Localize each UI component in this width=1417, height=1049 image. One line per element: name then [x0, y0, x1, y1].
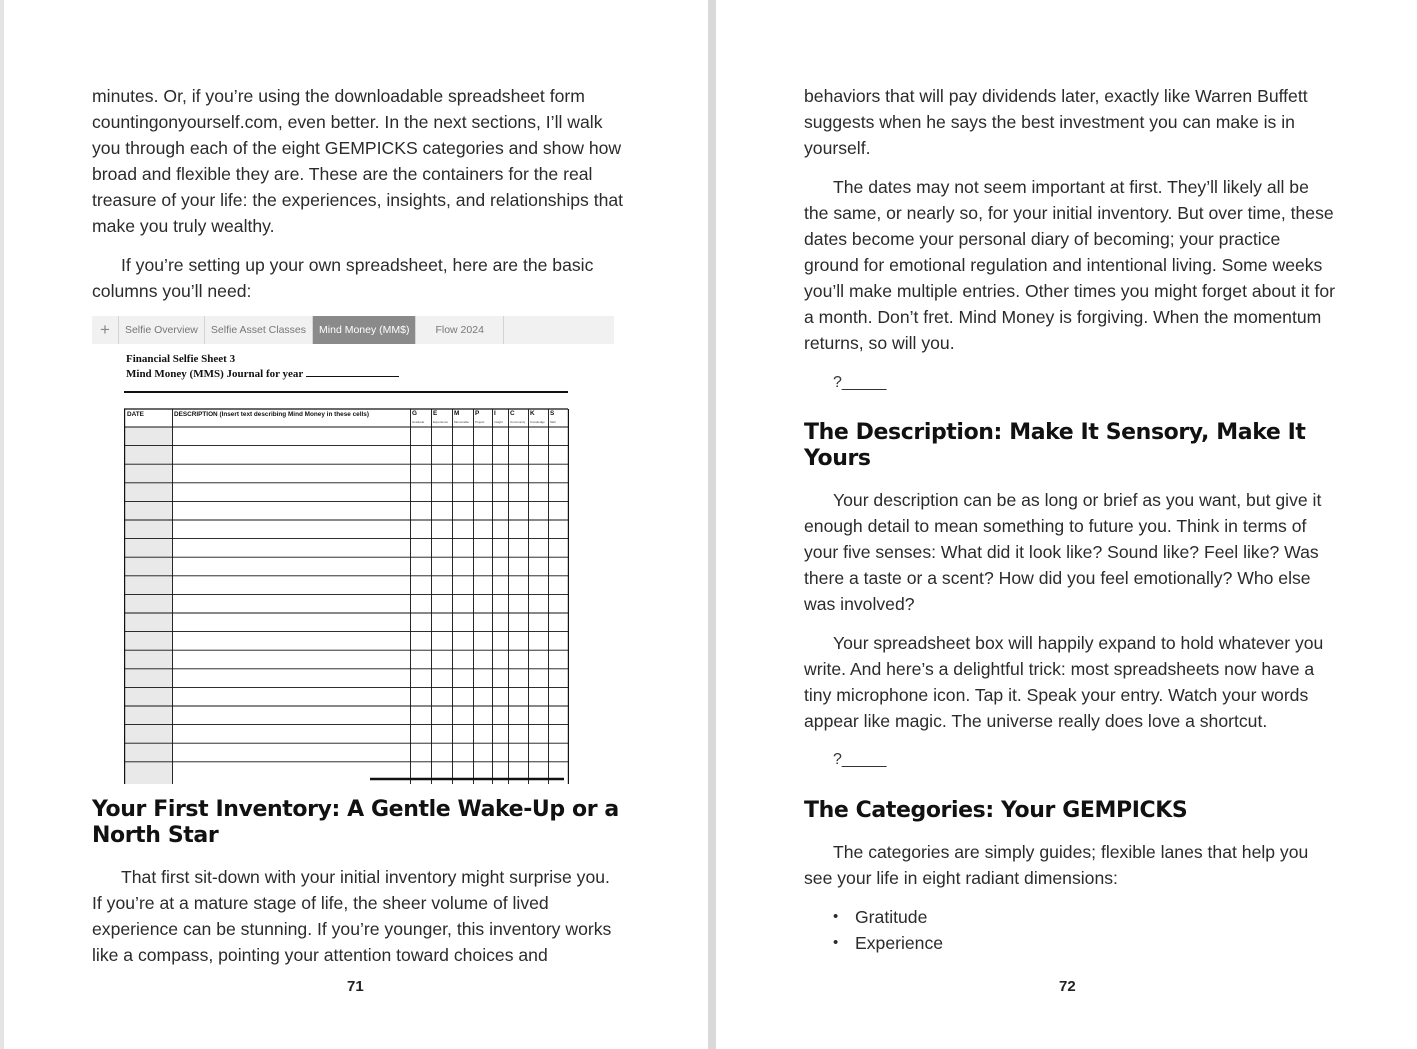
- right-page: [716, 0, 1417, 1049]
- grid-lines: [124, 408, 569, 784]
- date-column-header: DATE: [127, 411, 144, 418]
- sheet-title: Financial Selfie Sheet 3: [126, 353, 236, 365]
- category-caption: Gratitude: [412, 420, 425, 424]
- category-letter: P: [475, 410, 480, 417]
- sheet-subtitle: [126, 368, 399, 380]
- tab-selfie-overview[interactable]: Selfie Overview: [119, 316, 205, 344]
- tab-mind-money[interactable]: Mind Money (MM$): [313, 316, 416, 344]
- tab-flow-2024[interactable]: Flow 2024: [416, 316, 503, 344]
- category-caption: Skill: [550, 420, 556, 424]
- page-number: 72: [1059, 978, 1076, 995]
- category-letter: M: [454, 410, 460, 417]
- left-page: [0, 0, 708, 1049]
- category-letter: E: [433, 410, 438, 417]
- left-paragraph-1: minutes. Or, if you’re using the downloadable spreadsheet form countingonyourself.com, even better. In the next sections, I’ll walk you through each of the eight GEMPICKS categories and show how broad and flexible they are. These are the containers for the real treasure of your life: the experiences, insights, and relationships that make you truly wealthy.: [92, 86, 624, 236]
- category-caption: Project: [475, 420, 485, 424]
- left-paragraph-2: If you’re setting up your own spreadsheet, here are the basic columns you’ll need:: [92, 255, 594, 301]
- left-paragraph-3: That first sit-down with your initial inventory might surprise you. If you’re at a mature stage of life, the sheer volume of lived experience can be stunning. If you’re younger, this inventory works like a compass, pointing your attention toward choices and: [92, 867, 612, 965]
- category-caption: Knowledge: [530, 420, 545, 424]
- left-heading: Your First Inventory: A Gentle Wake-Up or a North Star: [92, 797, 619, 848]
- list-item: • Experience: [833, 930, 943, 956]
- right-paragraph-1: behaviors that will pay dividends later, exactly like Warren Buffett suggests when he says the best investment you can make is in yourself.: [804, 86, 1308, 158]
- category-letter: I: [494, 410, 496, 417]
- date-column-shading: [125, 427, 172, 784]
- year-blank: [306, 376, 399, 377]
- description-column-header: DESCRIPTION (Insert text describing Mind Money in these cells): [174, 411, 369, 418]
- spreadsheet-tab-bar: [92, 316, 614, 344]
- category-list: [833, 904, 943, 956]
- right-paragraph-2: The dates may not seem important at first. They’ll likely all be the same, or nearly so, for your initial inventory. But over time, these dates become your personal diary of becoming; your practice ground for emotional regulation and intentional living. Some weeks you’ll make multiple entries. Other times you might forget about it for a month. Don’t fret. Mind Money is forgiving. When the momentum returns, so will you.: [804, 177, 1335, 353]
- category-caption: Community: [510, 420, 526, 424]
- category-caption: Experience: [433, 420, 449, 424]
- right-heading-description: The Description: Make It Sensory, Make It Yours: [804, 420, 1306, 471]
- right-paragraph-3: Your description can be as long or brief as you want, but give it enough detail to mean something to future you. Think in terms of your five senses: What did it look like? Sound like? Feel like? Was there a taste or a scent? How did you feel emotionally? Who else was involved?: [804, 490, 1322, 614]
- placeholder-mark: ?_____: [833, 374, 887, 391]
- category-letter: S: [550, 410, 555, 417]
- journal-spreadsheet-grid: [124, 408, 569, 784]
- placeholder-mark: ?_____: [833, 751, 887, 768]
- right-heading-categories: The Categories: Your GEMPICKS: [804, 798, 1188, 823]
- category-letter: K: [530, 410, 535, 417]
- category-letter: G: [412, 410, 417, 417]
- sheet-subtitle-text: Mind Money (MMS) Journal for year: [126, 368, 304, 380]
- sheet-title-rule: [124, 391, 568, 393]
- tab-selfie-asset-classes[interactable]: Selfie Asset Classes: [205, 316, 313, 344]
- right-paragraph-4: Your spreadsheet box will happily expand to hold whatever you write. And here’s a delightful trick: most spreadsheets now have a tiny microphone icon. Tap it. Speak your entry. Watch your words appear like magic. The universe really does love a shortcut.: [804, 633, 1324, 731]
- right-paragraph-5: The categories are simply guides; flexible lanes that help you see your life in eight radiant dimensions:: [804, 842, 1309, 888]
- category-letter: C: [510, 410, 515, 417]
- add-sheet-button[interactable]: +: [92, 316, 119, 344]
- page-edge: [0, 0, 4, 1049]
- category-caption: Memorable: [454, 420, 470, 424]
- category-caption: Insight: [494, 420, 503, 424]
- list-item: • Gratitude: [833, 904, 943, 930]
- page-number: 71: [347, 978, 364, 995]
